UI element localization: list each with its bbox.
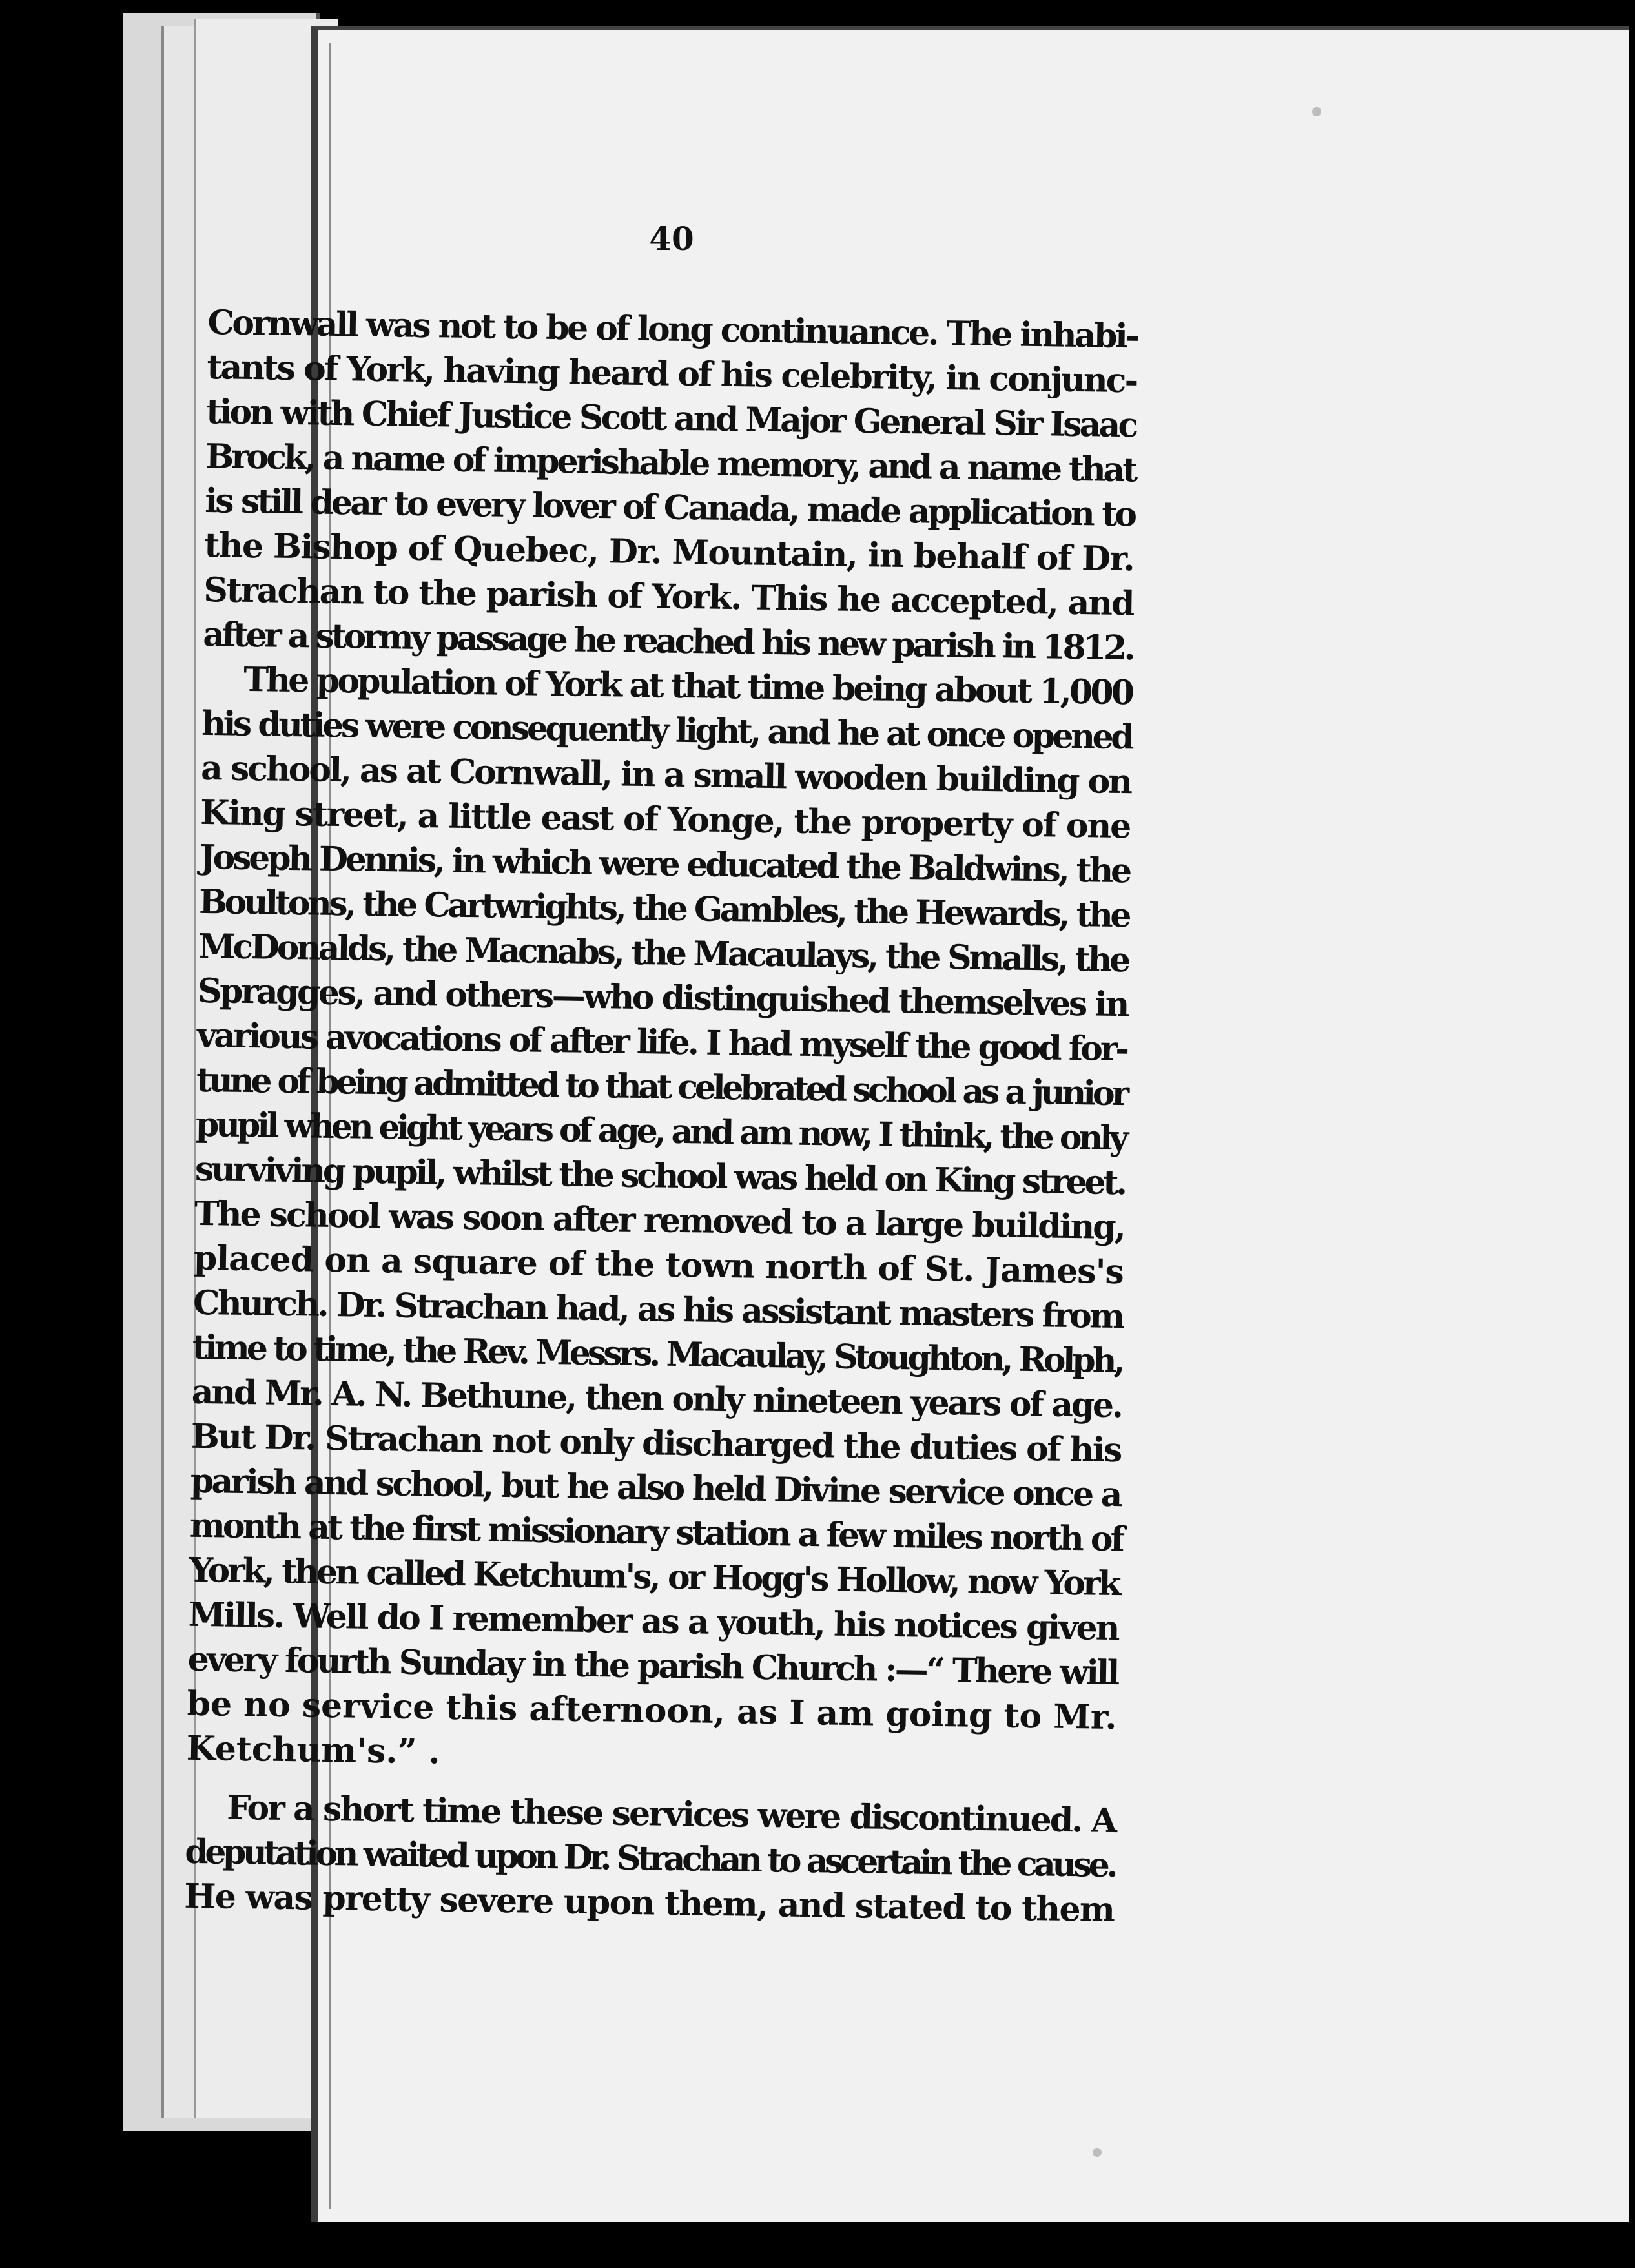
text-line: King street, a little east of Yonge, the property of one [200,792,1131,847]
text-line: after a stormy passage he reached his new parish in 1812. [202,614,1133,668]
text-line: For a short time these services were discontinued. A [226,1788,1116,1841]
text-line: Boultons, the Cartwrights, the Gambles, the Hewards, the [198,881,1129,936]
paragraph-2 [186,657,1455,1789]
text-line: placed on a square of the town north of St. James's [193,1238,1124,1292]
text-line: Spragges, and others—who distinguished themselves in [197,971,1128,1025]
text-line: Ketchum's.” . [186,1728,441,1772]
text-line: McDonalds, the Macnabs, the Macaulays, the Smalls, the [198,926,1129,980]
text-line: Cornwall was not to be of long continuance. The inhabi- [207,302,1138,356]
paper-speck [1312,107,1321,116]
text-line: tune of being admitted to that celebrated school as a junior [196,1060,1127,1114]
paragraph-1 [203,300,1461,675]
body-text [184,300,1461,1937]
text-line: Church. Dr. Strachan had, as his assistant masters from [192,1283,1124,1337]
text-line: He was pretty severe upon them, and stated to them [183,1876,1115,1930]
text-line: The population of York at that time being about 1,000 [243,659,1133,713]
text-line: is still dear to every lover of Canada, made application to [204,480,1135,535]
text-line: Joseph Dennis, in which were educated the Baldwins, the [199,837,1130,891]
text-line: parish and school, but he also held Divine service once a [190,1461,1121,1515]
text-line: deputation waited upon Dr. Strachan to ascertain the cause. [184,1831,1115,1886]
text-line: a school, as at Cornwall, in a small wooden building on [200,748,1131,802]
text-line: time to time, the Rev. Messrs. Macaulay, Stoughton, Rolph, [192,1327,1123,1381]
text-line: month at the first missionary station a few miles north of [189,1505,1123,1560]
text-line: The school was soon after removed to a large building, [194,1193,1125,1248]
text-line: tion with Chief Justice Scott and Major General Sir Isaac [205,391,1136,446]
text-line: Brock, a name of imperishable memory, and a name that [205,436,1136,490]
text-line: But Dr. Strachan not only discharged the duties of his [190,1416,1122,1470]
text-line: every fourth Sunday in the parish Church :—“ There will [187,1639,1118,1693]
paragraph-3 [184,1785,1439,1937]
text-line: be no service this afternoon, as I am going to Mr. [187,1684,1118,1738]
paper-speck [1093,2148,1102,2157]
page-number: 40 [649,220,694,258]
text-line: Mills. Well do I remember as a youth, his notices given [188,1594,1119,1649]
text-line: various avocations of after life. I had myself the good for- [196,1015,1127,1069]
text-line: tants of York, having heard of his celebrity, in conjunc- [207,347,1137,401]
text-line: pupil when eight years of age, and am now, I think, the only [195,1104,1126,1159]
text-line: his duties were consequently light, and he at once opened [201,703,1132,758]
text-line: York, then called Ketchum's, or Hogg's Hollow, now York [189,1550,1120,1604]
text-line: Strachan to the parish of York. This he accepted, and [203,570,1134,624]
text-line: the Bishop of Quebec, Dr. Mountain, in behalf of Dr. [203,525,1135,579]
text-line: and Mr. A. N. Bethune, then only nineteen years of age. [191,1372,1122,1426]
text-line: surviving pupil, whilst the school was held on King street. [194,1149,1126,1203]
